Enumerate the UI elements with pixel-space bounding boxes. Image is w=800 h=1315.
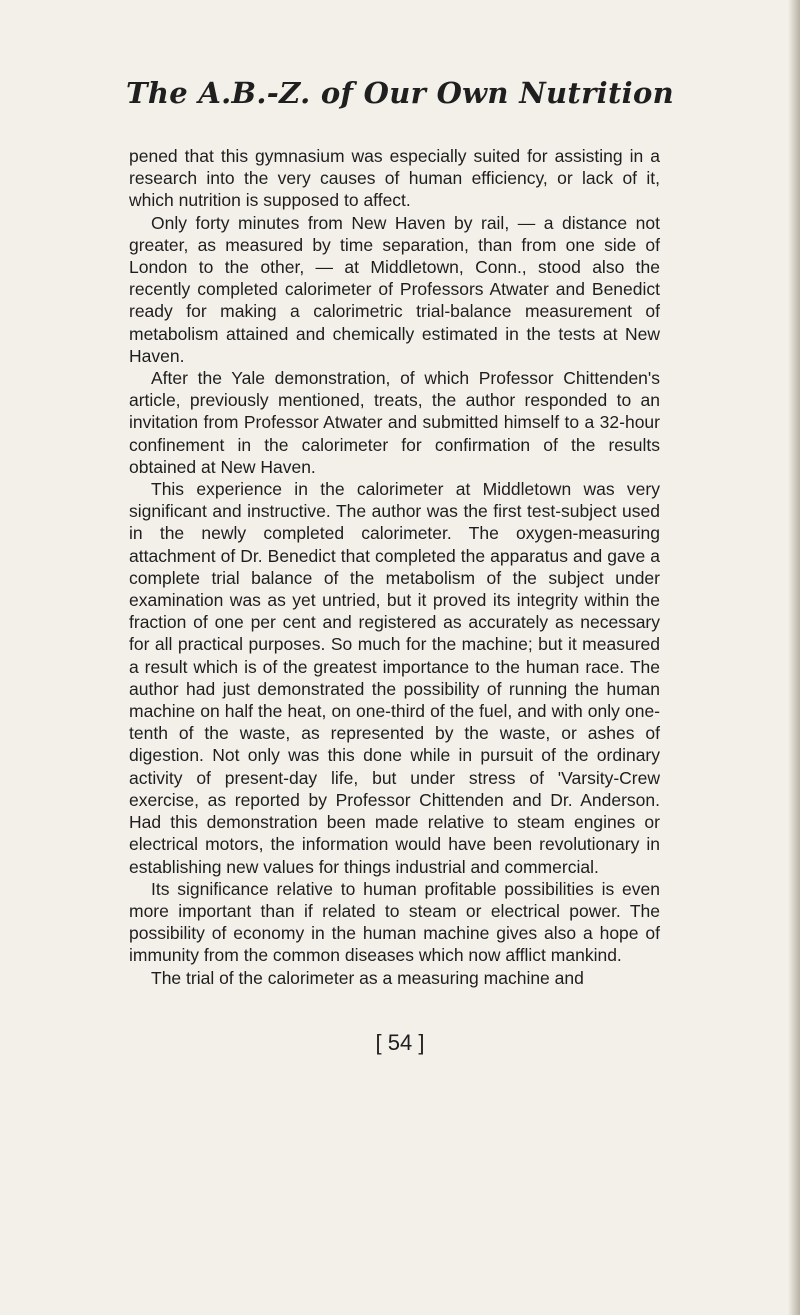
page-number: [ 54 ]	[375, 1030, 425, 1055]
page-edge-shadow	[788, 0, 800, 1315]
paragraph: After the Yale demonstration, of which Professor Chittenden's article, previously mentioned, treats, the author responded to an invitation from Professor Atwater and submitted himself to a 32-hour confinement in the calorimeter for confirmation of the results obtained at New Haven.	[129, 368, 660, 477]
paragraph: Only forty minutes from New Haven by rail, — a distance not greater, as measured by time separation, than from one side of London to the other, — at Middletown, Conn., stood also the recently completed calorimeter of Professors Atwater and Benedict ready for making a calorimetric trial-balance measurement of metabolism attained and chemically estimated in the tests at New Haven.	[129, 212, 660, 366]
paragraph: The trial of the calorimeter as a measuring machine and	[151, 967, 584, 988]
paragraph-continued: pened that this gymnasium was especially suited for assisting in a research into the very causes of human efficiency, or lack of it, which nutrition is supposed to affect.	[129, 146, 660, 211]
paragraph: Its significance relative to human profitable possibilities is even more important than if related to steam or electrical power. The possibility of economy in the human machine gives also a hope of immunity from the common diseases which now afflict mankind.	[129, 878, 660, 966]
body-text	[129, 145, 660, 989]
running-head: The A.B.-Z. of Our Own Nutrition	[125, 76, 675, 110]
paragraph: This experience in the calorimeter at Middletown was very significant and instructive. The author was the first test-subject used in the newly completed calorimeter. The oxygen-measuring attachment of Dr. Benedict that completed the apparatus and gave a complete trial balance of the metabolism of the subject under examination was as yet untried, but it proved its integrity within the fraction of one per cent and registered as accurately as necessary for all practical purposes. So much for the machine; but it measured a result which is of the greatest importance to the human race. The author had just demonstrated the possibility of running the human machine on half the heat, on one-third of the fuel, and with only one-tenth of the waste, as represented by the waste, or ashes of digestion. Not only was this done while in pursuit of the ordinary activity of present-day life, but under stress of 'Varsity-Crew exercise, as reported by Professor Chittenden and Dr. Anderson. Had this demonstration been made relative to steam engines or electrical motors, the information would have been revolutionary in establishing new values for things industrial and commercial.	[129, 479, 660, 877]
